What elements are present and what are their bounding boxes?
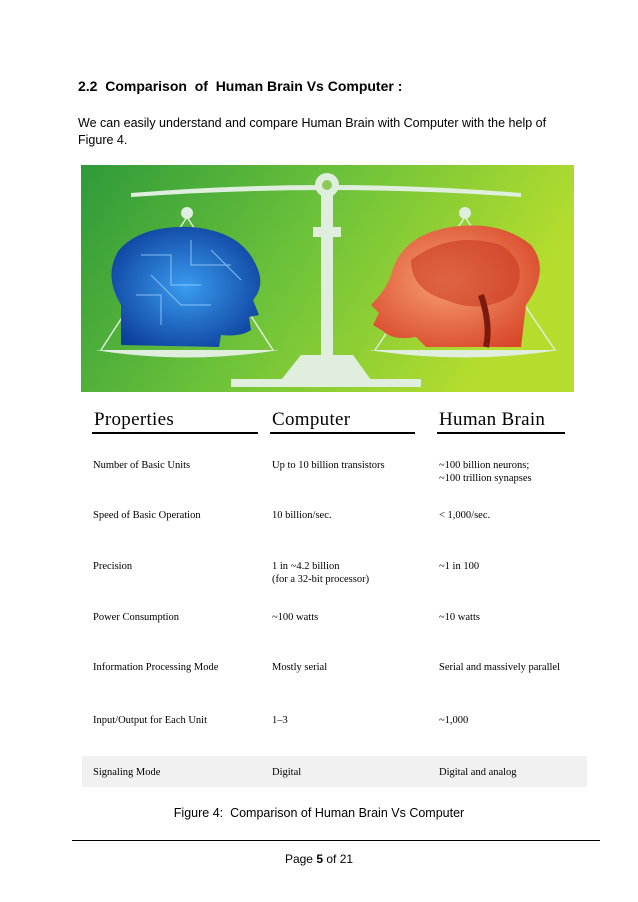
cell-property: Signaling Mode — [93, 767, 161, 778]
page-middle: of — [323, 852, 340, 866]
cell-brain: Serial and massively parallel — [439, 662, 561, 673]
cell-brain: ~1 in 100 — [439, 561, 480, 572]
header-rule — [437, 432, 565, 434]
table-row — [82, 714, 587, 742]
header-rule — [270, 432, 415, 434]
cell-property: Information Processing Mode — [93, 662, 219, 673]
header-properties: Properties — [94, 409, 175, 430]
cell-brain: ~100 billion neurons; ~100 trillion synapses — [439, 460, 532, 484]
page-number: 5 — [316, 852, 323, 866]
table-row — [82, 509, 587, 537]
table-row — [82, 560, 587, 588]
page-prefix: Page — [284, 852, 317, 866]
intro-paragraph: We can easily understand and compare Human Brain with Computer with the help of Figure 4. — [78, 116, 547, 147]
cell-brain: Digital and analog — [439, 767, 517, 778]
table-row — [82, 459, 587, 487]
circuit-head-icon — [111, 227, 260, 347]
cell-brain: ~1,000 — [439, 715, 469, 726]
table-row — [82, 611, 587, 639]
table-row — [82, 661, 587, 689]
header-computer: Computer — [272, 409, 351, 430]
cell-computer: Mostly serial — [272, 662, 328, 673]
section-heading: 2.2 Comparison of Human Brain Vs Computer : — [78, 78, 403, 94]
cell-computer: 10 billion/sec. — [272, 510, 332, 521]
table-header — [82, 405, 587, 437]
table-row — [82, 756, 587, 787]
cell-brain: < 1,000/sec. — [439, 510, 491, 521]
page-total: 21 — [339, 852, 354, 866]
cell-property: Precision — [93, 561, 133, 572]
header-brain: Human Brain — [439, 409, 546, 430]
cell-property: Number of Basic Units — [93, 460, 191, 471]
cell-computer: ~100 watts — [272, 612, 319, 623]
figure-caption: Figure 4: Comparison of Human Brain Vs Computer — [173, 806, 465, 820]
footer-divider — [72, 840, 600, 841]
balance-scale-illustration — [81, 165, 574, 392]
page-footer — [0, 852, 638, 866]
cell-property: Power Consumption — [93, 612, 180, 623]
header-rule — [92, 432, 258, 434]
comparison-table — [82, 405, 587, 787]
cell-brain: ~10 watts — [439, 612, 480, 623]
cell-computer: 1 in ~4.2 billion (for a 32-bit processor) — [272, 561, 370, 585]
cell-computer: 1–3 — [272, 715, 288, 726]
figure-image — [81, 165, 574, 392]
cell-computer: Up to 10 billion transistors — [272, 460, 385, 471]
cell-computer: Digital — [272, 767, 302, 778]
cell-property: Speed of Basic Operation — [93, 510, 201, 521]
cell-property: Input/Output for Each Unit — [93, 715, 208, 726]
